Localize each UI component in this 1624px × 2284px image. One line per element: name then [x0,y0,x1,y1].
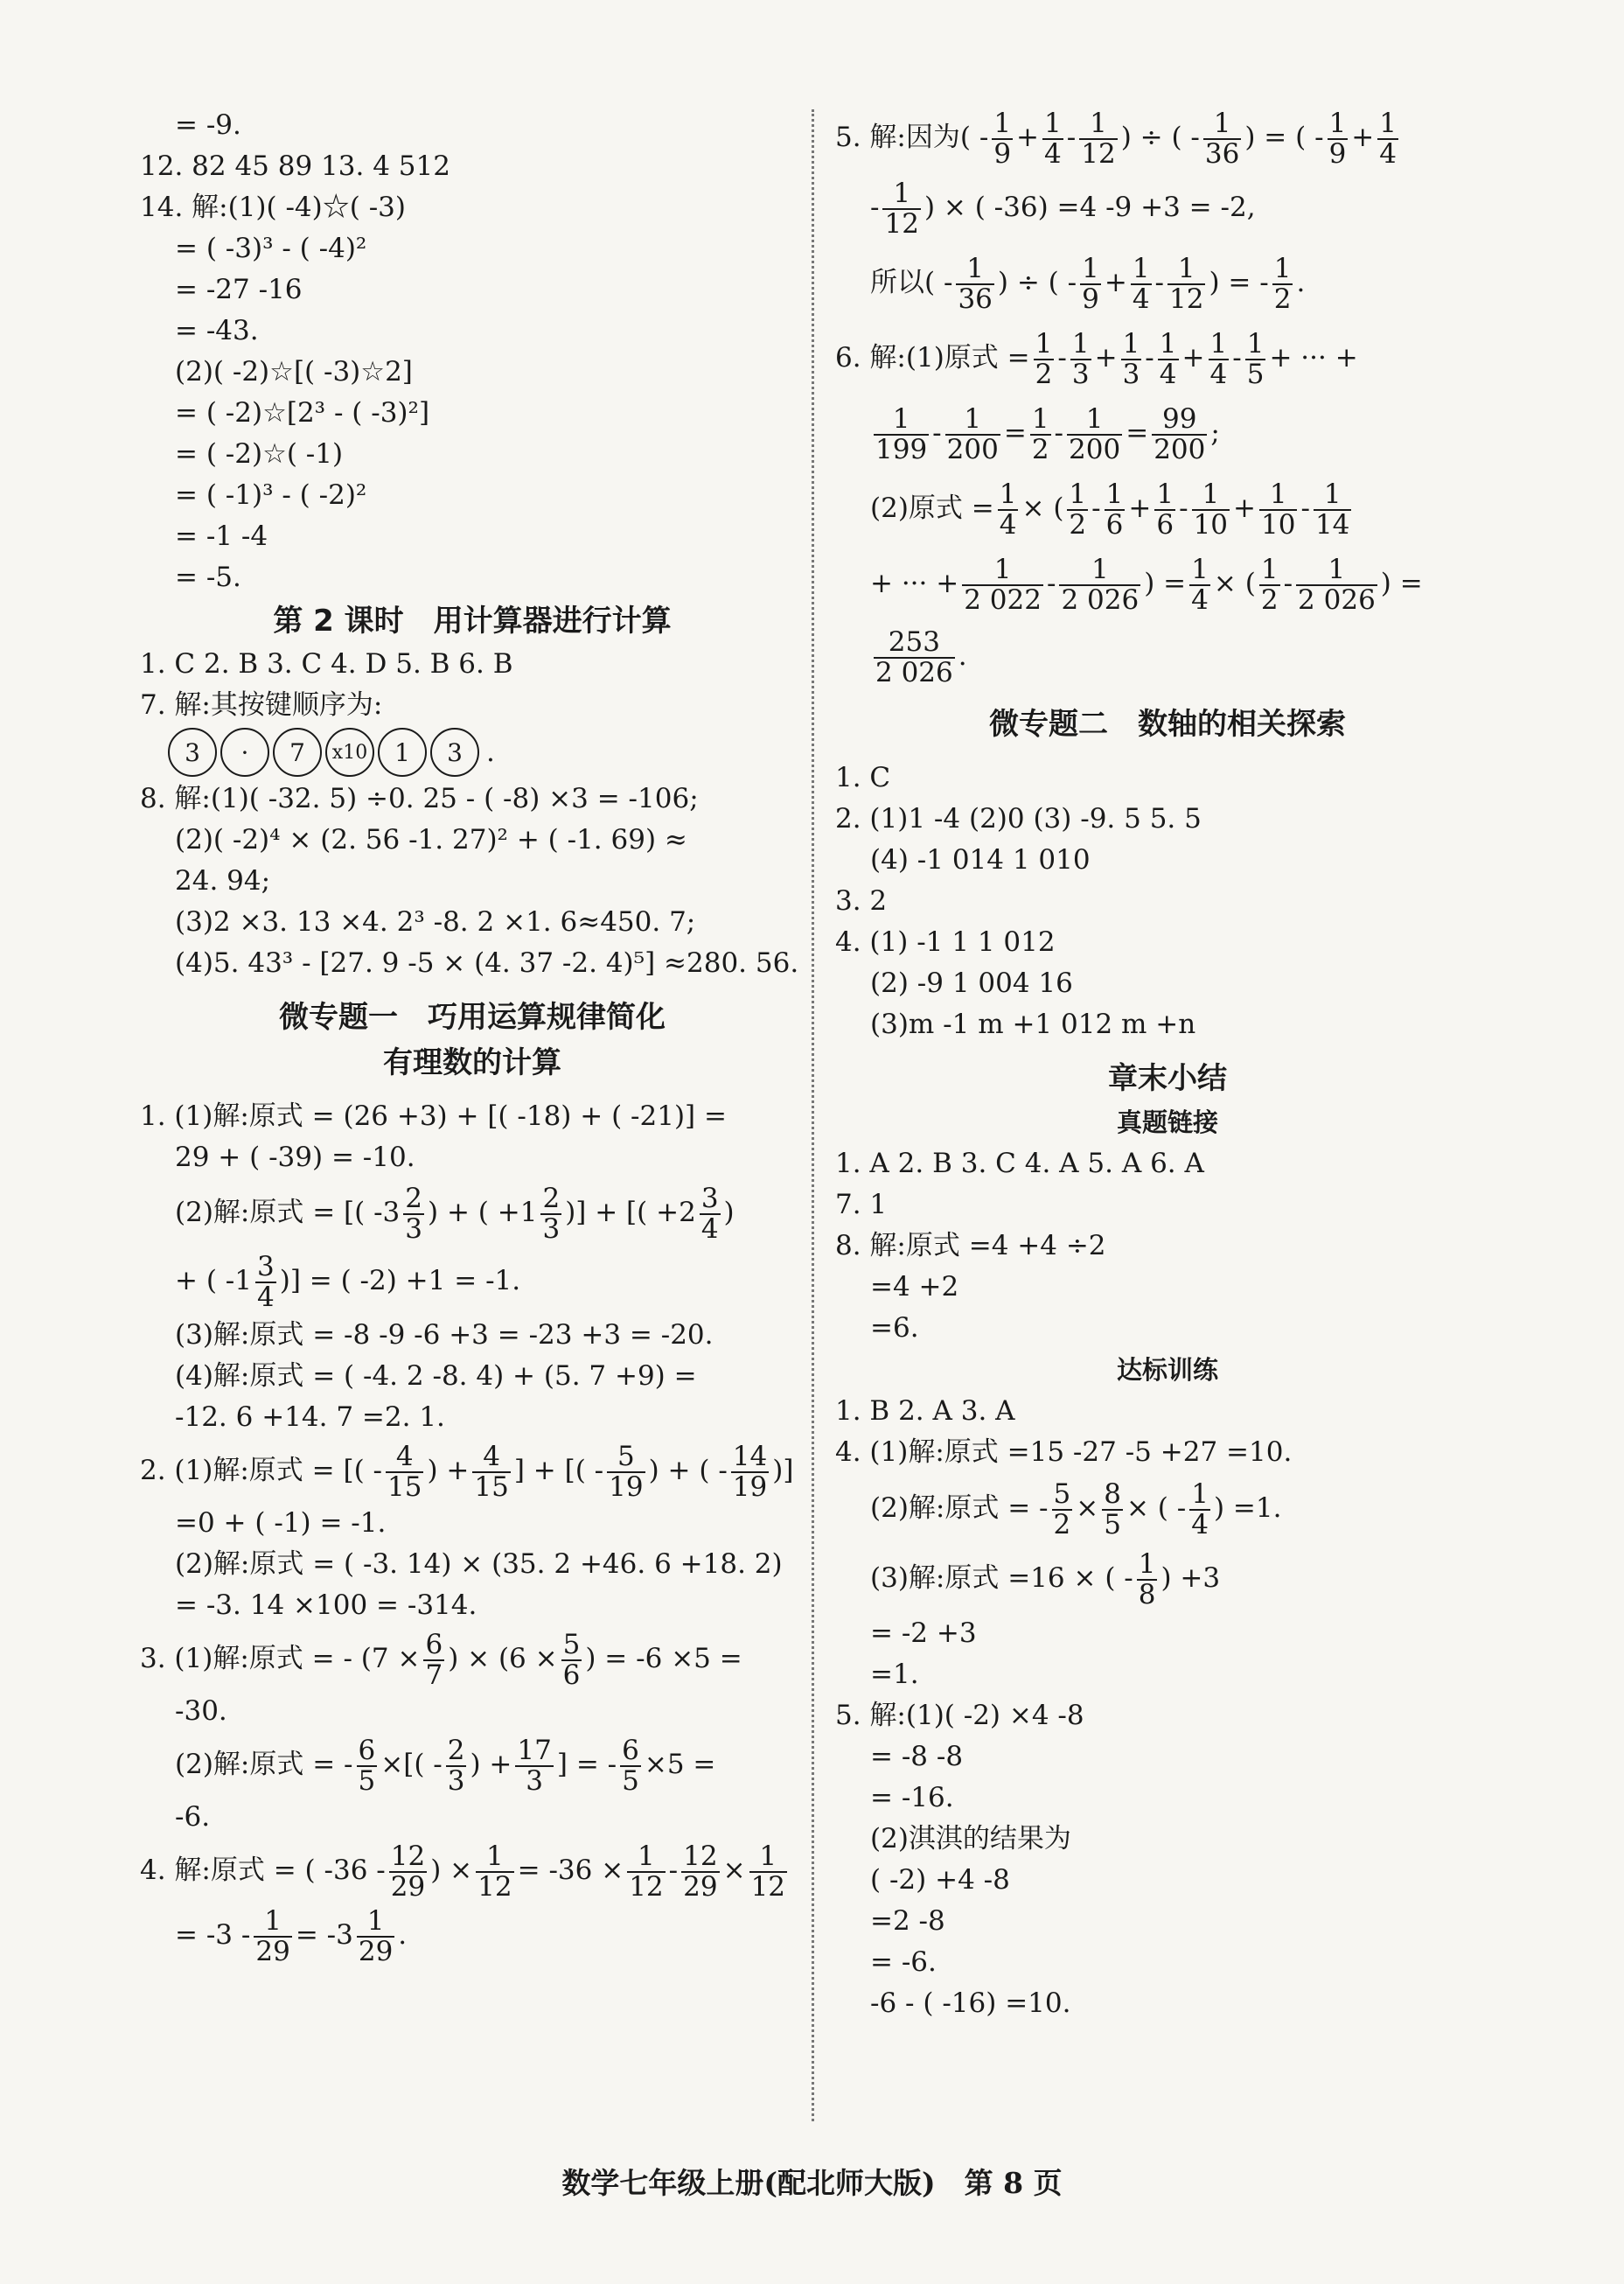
fraction: $\frac{1}{9}$ [1328,107,1347,170]
section-heading: 微专题一 巧用运算规律简化 [279,1000,666,1035]
fraction: $\frac{4}{15}$ [387,1440,422,1503]
fraction: $\frac{1}{200}$ [1069,402,1121,465]
answer-1-3: 1. B 2. A 3. A [835,1395,1015,1427]
answer-4: 4. 解:原式 = ( -36 - $\frac{12}{29}$ ) × $\frac{1}{12}$ = -36 × $\frac{1}{12}$ - $\frac{12}{29}$ × $\frac{1}{12}$ [140,1840,786,1903]
text-line: = -3 - $\frac{1}{29}$ = -3 $\frac{1}{29}$ . [175,1904,408,1967]
text-line: (2)解:原式 = - $\frac{6}{5}$ ×[( - $\frac{2}{3}$ ) + $\frac{17}{3}$ ] = - $\frac{6}{5}$ ×5 = [175,1734,716,1797]
fraction: $\frac{1}{9}$ [993,107,1012,170]
text-line: (4)解:原式 = ( -4. 2 -8. 4) + (5. 7 +9) = [175,1360,697,1392]
key-icon: · [220,728,269,777]
fraction: $\frac{3}{4}$ [256,1250,275,1313]
answer-1-6: 1. A 2. B 3. C 4. A 5. A 6. A [835,1148,1204,1179]
answer-5: 5. 解:因为( - $\frac{1}{9}$ + $\frac{1}{4}$ - $\frac{1}{12}$ ) ÷ ( - $\frac{1}{36}$ ) = ( - $\frac{1}{9}$ + $\frac{1}{4}$ [835,107,1397,170]
page-footer: 数学七年级上册(配北师大版) 第 8 页 [561,2166,1063,2200]
text-line: 所以( - $\frac{1}{36}$ ) ÷ ( - $\frac{1}{9}$ + $\frac{1}{4}$ - $\frac{1}{12}$ ) = - $\frac{1}{2}$ . [870,252,1306,315]
fraction: $\frac{12}{29}$ [390,1840,426,1903]
fraction: $\frac{1}{4}$ [1132,252,1150,315]
fraction: $\frac{8}{5}$ [1104,1477,1121,1540]
fraction: $\frac{12}{29}$ [683,1840,718,1903]
answer-6: 6. 解:(1)原式 = $\frac{1}{2}$ - $\frac{1}{3}$ + $\frac{1}{3}$ - $\frac{1}{4}$ + $\frac{1}{4}$ - $\frac{1}{5}$ + ··· + [835,327,1358,390]
answer-2: 2. (1)1 -4 (2)0 (3) -9. 5 5. 5 [835,803,1202,835]
fraction: $\frac{1}{10}$ [1193,478,1229,541]
text-line: = -43. [175,315,259,346]
text-line: )] + [( +2 [565,1197,696,1228]
fraction: $\frac{6}{5}$ [622,1734,639,1797]
text-line: (2)( -2)⁴ × (2. 56 -1. 27)² + ( -1. 69) ≈ [175,824,687,856]
text-line: $\frac{1}{199}$ - $\frac{1}{200}$ = $\frac{1}{2}$ - $\frac{1}{200}$ = $\frac{99}{200}$ ; [875,402,1220,465]
text-line: - $\frac{1}{12}$ ) × ( -36) =4 -9 +3 = -2, [870,177,1256,240]
fraction: $\frac{1}{14}$ [1314,478,1350,541]
fraction: $\frac{1}{200}$ [946,402,999,465]
text-line: + ··· + $\frac{1}{2 022}$ - $\frac{1}{2 026}$ ) = $\frac{1}{4}$ × ( $\frac{1}{2}$ - $\frac{1}{2 026}$ ) = [870,553,1423,616]
fraction: $\frac{99}{200}$ [1154,402,1206,465]
answer-4: 4. (1) -1 1 1 012 [835,926,1056,958]
text-line: = ( -2)☆( -1) [175,438,344,470]
text-line: -12. 6 +14. 7 =2. 1. [175,1401,445,1433]
text-line: = -3. 14 ×100 = -314. [175,1589,477,1621]
text-line: = -6. [870,1946,937,1978]
fraction: $\frac{1}{4}$ [1159,327,1177,390]
fraction: $\frac{1}{12}$ [629,1840,664,1903]
text-line: =6. [870,1312,919,1344]
fraction: $\frac{2}{3}$ [405,1182,423,1245]
text-line: $\frac{253}{2 026}$ . [875,625,967,688]
fraction: $\frac{1}{3}$ [1122,327,1140,390]
text-line: = -5. [175,562,241,593]
key-sequence [140,726,805,779]
answer-8: 8. 解:(1)( -32. 5) ÷0. 25 - ( -8) ×3 = -106; [140,783,699,814]
answer-5: 5. 解:(1)( -2) ×4 -8 [835,1700,1084,1731]
text-line: (2)解:原式 = [( -3 [175,1197,401,1228]
answer-3: 3. (1)解:原式 = - (7 × $\frac{6}{7}$ ) × (6 × $\frac{5}{6}$ ) = -6 ×5 = [140,1628,742,1691]
answer-4: 4. (1)解:原式 =15 -27 -5 +27 =10. [835,1436,1293,1468]
fraction: $\frac{1}{12}$ [884,177,919,240]
text-line: 29 + ( -39) = -10. [175,1142,415,1173]
fraction: $\frac{5}{2}$ [1053,1477,1071,1540]
right-column [835,105,1500,2024]
fraction: $\frac{1}{2}$ [1260,553,1279,616]
text-line: =2 -8 [870,1905,945,1937]
fraction: $\frac{1}{12}$ [1081,107,1116,170]
fraction: $\frac{1}{2}$ [1035,327,1053,390]
text-line: (2)( -2)☆[( -3)☆2] [175,356,413,388]
text-line: ) + ( +1 [428,1197,538,1228]
fraction: $\frac{1}{29}$ [255,1904,290,1967]
text-line: -6. [175,1801,211,1833]
fraction: $\frac{1}{12}$ [477,1840,512,1903]
text-line: = -2 +3 [870,1617,977,1649]
text-line: 24. 94; [175,865,271,897]
sub-heading: 达标训练 [1116,1355,1218,1385]
fraction: $\frac{2}{3}$ [542,1182,561,1245]
fraction: $\frac{1}{6}$ [1105,478,1124,541]
text-line [140,1178,805,1247]
fraction: $\frac{5}{6}$ [562,1628,581,1691]
text-line: (2)解:原式 = - $\frac{5}{2}$ × $\frac{8}{5}$ × ( - $\frac{1}{4}$ ) =1. [870,1477,1282,1540]
fraction: $\frac{1}{2 026}$ [1061,553,1140,616]
text-line: . [486,737,495,768]
text-line: (3)解:原式 =16 × ( - $\frac{1}{8}$ ) +3 [870,1547,1221,1610]
key-icon: 3 [168,728,217,777]
answer-7: 7. 1 [835,1189,888,1220]
key-icon: 3 [430,728,479,777]
text-line: = -16. [870,1782,954,1813]
answer-14: 14. 解:(1)( -4)☆( -3) [140,192,406,223]
fraction: $\frac{1}{2}$ [1069,478,1087,541]
fraction: $\frac{1}{4}$ [999,478,1017,541]
key-icon: 7 [273,728,322,777]
fraction: $\frac{1}{2 022}$ [964,553,1042,616]
text-line: =0 + ( -1) = -1. [175,1507,387,1539]
fraction: $\frac{253}{2 026}$ [875,625,953,688]
key-icon: 1 [378,728,427,777]
fraction: $\frac{17}{3}$ [517,1734,552,1797]
answer-8: 8. 解:原式 =4 +4 ÷2 [835,1230,1106,1261]
fraction: $\frac{6}{5}$ [358,1734,376,1797]
text-line: (3)解:原式 = -8 -9 -6 +3 = -23 +3 = -20. [175,1319,714,1351]
key-icon: x10 [325,728,374,777]
fraction: $\frac{4}{15}$ [474,1440,509,1503]
fraction: $\frac{3}{4}$ [700,1182,719,1245]
text-line: (3)2 ×3. 13 ×4. 2³ -8. 2 ×1. 6≈450. 7; [175,906,696,938]
fraction: $\frac{1}{6}$ [1156,478,1174,541]
answer-3: 3. 2 [835,885,888,917]
text-line: ( -2) +4 -8 [870,1864,1010,1896]
text-line: -30. [175,1695,227,1727]
fraction: $\frac{1}{9}$ [1082,252,1099,315]
text-line: (4)5. 43³ - [27. 9 -5 × (4. 37 -2. 4)⁵] ≈280. 56. [175,947,799,979]
section-heading: 第 2 课时 用计算器进行计算 [273,604,672,639]
text-line: =1. [870,1659,919,1690]
fraction: $\frac{1}{4}$ [1191,1477,1209,1540]
fraction: $\frac{1}{29}$ [358,1904,394,1967]
fraction: $\frac{5}{19}$ [609,1440,644,1503]
fraction: $\frac{1}{2 026}$ [1298,553,1376,616]
answer-1: 1. (1)解:原式 = (26 +3) + [( -18) + ( -21)] = [140,1100,727,1132]
fraction: $\frac{1}{2}$ [1031,402,1049,465]
text-line: (2)原式 = $\frac{1}{4}$ × ( $\frac{1}{2}$ - $\frac{1}{6}$ + $\frac{1}{6}$ - $\frac{1}{10}$ + $\frac{1}{10}$ - $\frac{1}{14}$ [870,478,1350,541]
left-column [140,105,805,1967]
text-line: (2)淇淇的结果为 [870,1823,1071,1854]
text-line: =4 +2 [870,1271,959,1303]
fraction: $\frac{1}{4}$ [1044,107,1062,170]
answer-2: 2. (1)解:原式 = [( - $\frac{4}{15}$ ) + $\frac{4}{15}$ ] + [( - $\frac{5}{19}$ ) + ( - $\frac{14}{19}$ )] [140,1440,794,1503]
section-heading: 微专题二 数轴的相关探索 [989,707,1346,742]
text-line: ) [723,1197,735,1228]
fraction: $\frac{1}{5}$ [1246,327,1265,390]
text-line: = -8 -8 [870,1741,964,1772]
text-line: = -27 -16 [175,274,303,305]
text-line: )] = ( -2) +1 = -1. [279,1265,521,1296]
fraction: $\frac{2}{3}$ [447,1734,465,1797]
text-line: (4) -1 014 1 010 [870,844,1091,876]
text-line: = -9. [175,109,241,141]
fraction: $\frac{6}{7}$ [425,1628,443,1691]
fraction: $\frac{1}{36}$ [1204,107,1240,170]
fraction: $\frac{1}{2}$ [1273,252,1292,315]
text-line: + ( -1 [175,1265,252,1296]
section-heading: 有理数的计算 [383,1045,561,1080]
text-line: -6 - ( -16) =10. [870,1987,1071,2019]
text-line: = -1 -4 [175,520,268,552]
fraction: $\frac{1}{36}$ [958,252,993,315]
text-line: (3)m -1 m +1 012 m +n [870,1009,1196,1040]
fraction: $\frac{1}{3}$ [1071,327,1090,390]
answer-12-13: 12. 82 45 89 13. 4 512 [140,150,450,182]
sub-heading: 真题链接 [1116,1107,1218,1137]
text-line: (2)解:原式 = ( -3. 14) × (35. 2 +46. 6 +18. 2) [175,1548,783,1580]
answer-1-6: 1. C 2. B 3. C 4. D 5. B 6. B [140,648,513,680]
fraction: $\frac{1}{199}$ [875,402,928,465]
fraction: $\frac{1}{4}$ [1191,553,1209,616]
fraction: $\frac{1}{12}$ [750,1840,786,1903]
fraction: $\frac{1}{4}$ [1209,327,1228,390]
fraction: $\frac{1}{4}$ [1379,107,1397,170]
text-line: = ( -2)☆[2³ - ( -3)²] [175,397,430,429]
text-line [140,1247,805,1315]
text-line: = ( -1)³ - ( -2)² [175,479,367,511]
answer-7: 7. 解:其按键顺序为: [140,689,383,721]
section-heading: 章末小结 [1108,1061,1227,1096]
column-divider [812,109,814,2121]
answer-1: 1. C [835,762,891,793]
text-line: (2) -9 1 004 16 [870,967,1073,999]
fraction: $\frac{14}{19}$ [732,1440,768,1503]
text-line: = ( -3)³ - ( -4)² [175,233,367,264]
fraction: $\frac{1}{8}$ [1138,1547,1156,1610]
fraction: $\frac{1}{12}$ [1169,252,1204,315]
fraction: $\frac{1}{10}$ [1261,478,1296,541]
